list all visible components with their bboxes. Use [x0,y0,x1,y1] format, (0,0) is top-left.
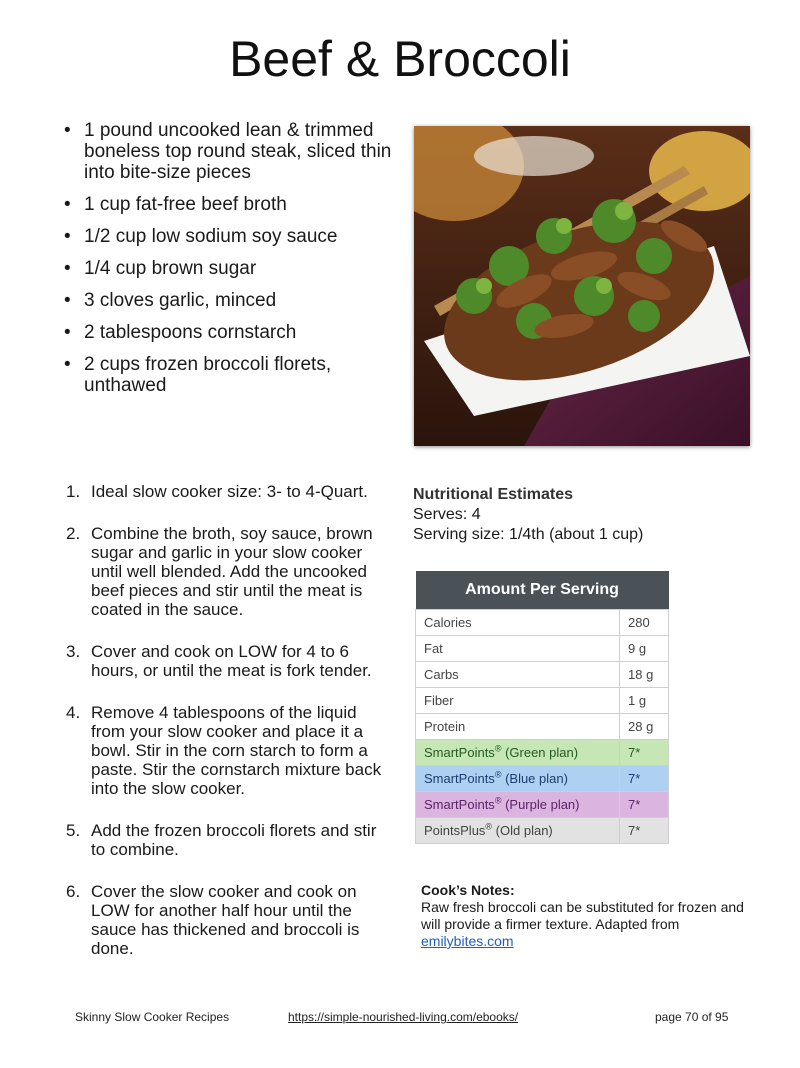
nutrient-label: Fiber [416,688,620,714]
nutrition-summary [413,485,643,545]
step-number: 4. [66,703,81,722]
points-label: PointsPlus® (Old plan) [416,818,620,844]
points-label: SmartPoints® (Purple plan) [416,792,620,818]
nutrient-label: Calories [416,610,620,636]
instruction-step [62,642,392,680]
points-row-purple [416,792,669,818]
ingredient-item: • 1 cup fat-free beef broth [60,194,400,215]
points-label: SmartPoints® (Blue plan) [416,766,620,792]
cooks-notes-heading: Cook’s Notes: [421,882,515,898]
serving-size-text: Serving size: 1/4th (about 1 cup) [413,526,644,543]
nutrition-heading: Nutritional Estimates [413,486,574,503]
nutrient-value: 280 [620,610,669,636]
step-number: 3. [66,642,81,661]
nutrient-label: Protein [416,714,620,740]
nutrition-row [416,636,669,662]
footer-book-title: Skinny Slow Cooker Recipes [75,1010,230,1024]
instruction-list [62,482,392,981]
instruction-step [62,882,392,958]
points-row-old [416,818,669,844]
step-number: 1. [66,482,81,501]
nutrient-label: Carbs [416,662,620,688]
instruction-step [62,703,392,798]
nutrient-value: 9 g [620,636,669,662]
footer-page-number: page 70 of 95 [655,1010,729,1024]
cooks-notes-text: Raw fresh broccoli can be substituted for frozen and will provide a firmer texture. Adapted from [421,899,744,932]
footer-url-link[interactable]: https://simple-nourished-living.com/ebooks/ [288,1010,519,1024]
nutrient-value: 18 g [620,662,669,688]
ingredient-item: • 3 cloves garlic, minced [60,290,400,311]
ingredient-item: • 2 tablespoons cornstarch [60,322,400,343]
instruction-step [62,821,392,859]
serves-text: Serves: 4 [413,506,481,523]
ingredient-list [60,120,400,407]
ingredient-item: • 1/4 cup brown sugar [60,258,400,279]
cooks-notes [421,882,751,950]
beef-broccoli-photo [414,126,750,446]
food-photo-illustration [414,126,750,446]
page-title: Beef & Broccoli [229,31,571,87]
instruction-step [62,524,392,619]
points-row-blue [416,766,669,792]
footer-link-wrap [288,1010,518,1024]
nutrition-row [416,714,669,740]
nutrition-row [416,662,669,688]
nutrition-table-header: Amount Per Serving [416,571,669,610]
ingredient-item: • 1 pound uncooked lean & trimmed boneless top round steak, sliced thin into bite-size pieces [60,120,400,183]
points-value: 7* [620,818,669,844]
nutrition-row [416,688,669,714]
points-value: 7* [620,792,669,818]
step-text: Combine the broth, soy sauce, brown sugar and garlic in your slow cooker until well blended. Add the uncooked beef pieces and stir until the meat is coated in the sauce. [91,524,373,619]
points-row-green [416,740,669,766]
step-text: Cover the slow cooker and cook on LOW for another half hour until the sauce has thickened and broccoli is done. [91,882,360,958]
step-number: 5. [66,821,81,840]
step-number: 6. [66,882,81,901]
source-link[interactable]: emilybites.com [421,933,514,949]
ingredient-item: • 2 cups frozen broccoli florets, unthawed [60,354,400,396]
points-value: 7* [620,740,669,766]
nutrition-table [415,571,669,844]
ingredient-item: • 1/2 cup low sodium soy sauce [60,226,400,247]
step-text: Ideal slow cooker size: 3- to 4-Quart. [91,482,368,501]
nutrient-label: Fat [416,636,620,662]
step-text: Remove 4 tablespoons of the liquid from your slow cooker and place it a bowl. Stir in the corn starch to form a paste. Stir the cornstarch mixture back into the slow cooker. [91,703,382,798]
points-value: 7* [620,766,669,792]
nutrient-value: 28 g [620,714,669,740]
instruction-step [62,482,392,501]
step-text: Add the frozen broccoli florets and stir to combine. [91,821,377,859]
step-text: Cover and cook on LOW for 4 to 6 hours, or until the meat is fork tender. [91,642,372,680]
points-label: SmartPoints® (Green plan) [416,740,620,766]
nutrient-value: 1 g [620,688,669,714]
nutrition-row [416,610,669,636]
step-number: 2. [66,524,81,543]
